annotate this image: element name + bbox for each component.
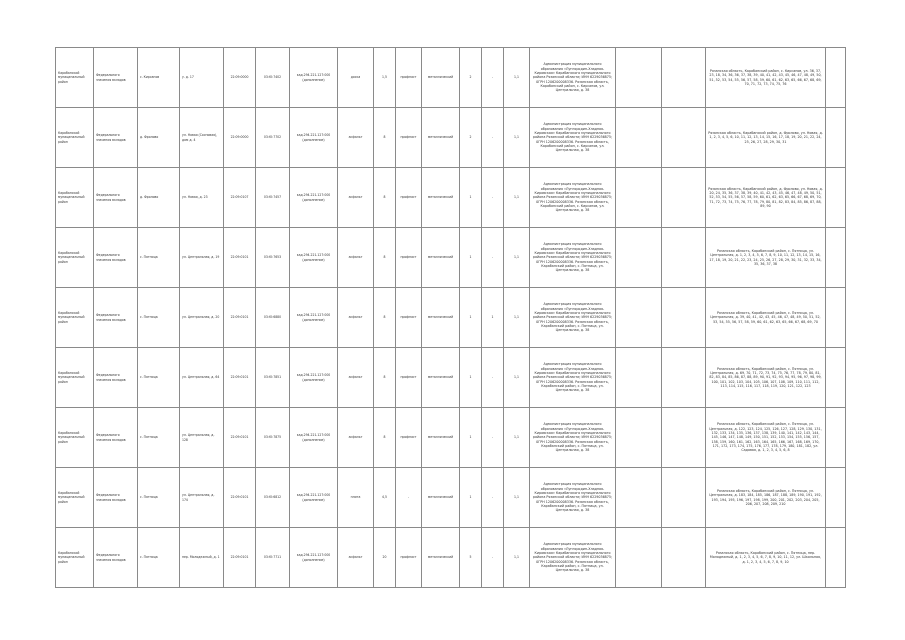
settlement-cell: с. Пятница	[138, 468, 180, 528]
volume-cell: 1,1	[504, 468, 530, 528]
owner-cell: Администрация муниципального образования «Лунгородин-Хладная-Кировская» Карабанского муниципального района Рязанской области; ИНН 6229036875; 0ГРН 1206200008336. Рязанская область, Карабанский район, с. Кирсанов, ул. Центральная, д. 38	[530, 168, 616, 228]
lat-cell: 22:09:0000	[224, 48, 256, 108]
owner-cell: Администрация муниципального образования «Лунгородин-Хладная-Кировская» Карабанского муниципального района Рязанской области; ИНН 6229036875; 0ГРН 1206200008336. Рязанская область, Карабанский район, с. Пятница, ул. Центральная, д. 38	[530, 528, 616, 588]
table-row	[56, 468, 846, 528]
owner-cell: Администрация муниципального образования «Лунгородин-Хладная-Кировская» Карабанского муниципального района Рязанской области; ИНН 6229036875; 0ГРН 1206200008336. Рязанская область, Карабанский район, с. Пятница, ул. Центральная, д. 38	[530, 228, 616, 288]
area-cell: 1,5	[374, 48, 396, 108]
reserve-cell: -	[482, 168, 504, 228]
extra-1-cell	[616, 468, 662, 528]
lon-cell: 03:Ю:7851	[256, 348, 290, 408]
settlement-cell: с. Пятница	[138, 348, 180, 408]
lat-cell: 22:09:0101	[224, 408, 256, 468]
extra-2-cell	[662, 48, 706, 108]
municipality-cell: Карабанский муниципальный район	[56, 348, 94, 408]
address-cell: ул. Центральная, д. 174	[180, 468, 224, 528]
address-cell: ул. Центральная, д. 128	[180, 408, 224, 468]
reserve-cell: -	[482, 48, 504, 108]
municipality-cell: Карабанский муниципальный район	[56, 408, 94, 468]
containers-cell: 1	[460, 408, 482, 468]
municipality-cell: Карабанский муниципальный район	[56, 468, 94, 528]
registry-number-cell: кад.294.221.127:000 (дополнение)	[290, 108, 338, 168]
lon-cell: 03:Ю:7875	[256, 408, 290, 468]
category-cell: Федерального значения вкладов	[94, 48, 138, 108]
served-addresses-cell: Рязанская область, Карабанский район, д. Фролово, ул. Новая, д. 1, 2, 3, 4, 5, 6, 10, 11, 12, 13, 14, 15, 16, 17, 18, 19, 20, 21, 22, 24, 25, 26, 27, 28, 29, 30, 31	[706, 108, 826, 168]
containers-cell: 1	[460, 468, 482, 528]
address-cell: пер. Молодежный, д. 1	[180, 528, 224, 588]
category-cell: Федерального значения вкладов	[94, 168, 138, 228]
extra-1-cell	[616, 288, 662, 348]
fence-cell: профнаст	[396, 348, 422, 408]
municipality-cell: Карабанский муниципальный район	[56, 228, 94, 288]
material-cell: металлический	[422, 468, 460, 528]
table-row	[56, 288, 846, 348]
municipality-cell: Карабанский муниципальный район	[56, 48, 94, 108]
category-cell: Федерального значения вкладов	[94, 348, 138, 408]
table-row	[56, 48, 846, 108]
area-cell: 8	[374, 288, 396, 348]
lat-cell: 22:09:0101	[224, 288, 256, 348]
category-cell: Федерального значения вкладов	[94, 228, 138, 288]
table-row	[56, 408, 846, 468]
material-cell: металлический	[422, 168, 460, 228]
registry-number-cell: кад.294.221.127:000 (дополнение)	[290, 168, 338, 228]
municipality-cell: Карабанский муниципальный район	[56, 528, 94, 588]
area-cell: 8	[374, 228, 396, 288]
category-cell: Федерального значения вкладов	[94, 288, 138, 348]
fence-cell: профнаст	[396, 528, 422, 588]
surface-cell: доска	[338, 48, 374, 108]
volume-cell: 1,1	[504, 288, 530, 348]
lat-cell: 22:09:0107	[224, 168, 256, 228]
settlement-cell: с. Пятница	[138, 228, 180, 288]
extra-2-cell	[662, 408, 706, 468]
area-cell: 8	[374, 408, 396, 468]
served-addresses-cell: Рязанская область, Карабанский район, с. Пятница, ул. Центральная, д. 1, 2, 3, 4, 5, 6, 7, 8, 9, 10, 11, 12, 13, 14, 15, 16, 17, 18, 19, 20, 21, 22, 23, 24, 25, 26, 27, 28, 29, 30, 31, 32, 33, 34, 35, 36, 37, 38	[706, 228, 826, 288]
owner-cell: Администрация муниципального образования «Лунгородин-Хладная-Кировская» Карабанского муниципального района Рязанской области; ИНН 6229036875; 0ГРН 1206200008336. Рязанская область, Карабанский район, с. Кирсанов, ул. Центральная, д. 38	[530, 48, 616, 108]
surface-cell: асфальт	[338, 408, 374, 468]
containers-cell: 2	[460, 48, 482, 108]
table-row	[56, 348, 846, 408]
surface-cell: асфальт	[338, 288, 374, 348]
extra-1-cell	[616, 108, 662, 168]
container-sites-table	[55, 47, 846, 588]
municipality-cell: Карабанский муниципальный район	[56, 108, 94, 168]
settlement-cell: с. Пятница	[138, 408, 180, 468]
lat-cell: 22:09:0101	[224, 528, 256, 588]
lon-cell: 03:Ю:7702	[256, 108, 290, 168]
material-cell: металлический	[422, 348, 460, 408]
served-addresses-cell: Рязанская область, Карабанский район, с. Кирсанов, ул. 36, 37, 23, 18, 34, 36, 36, 37, 38, 39, 40, 41, 42, 43, 45, 46, 47, 48, 49, 50, 51, 52, 53, 54, 55, 56, 57, 58, 59, 60, 61, 62, 63, 65, 66, 67, 68, 69, 70, 71, 72, 73, 74, 75, 76	[706, 48, 826, 108]
lon-cell: 03:Ю:6812	[256, 468, 290, 528]
reserve-cell: -	[482, 348, 504, 408]
area-cell: 8	[374, 348, 396, 408]
area-cell: 8	[374, 168, 396, 228]
volume-cell: 1,1	[504, 348, 530, 408]
reserve-cell: -	[482, 408, 504, 468]
category-cell: Федерального значения вкладов	[94, 468, 138, 528]
area-cell: 20	[374, 528, 396, 588]
empty-cell	[826, 48, 846, 108]
registry-number-cell: кад.294.221.127:000 (дополнение)	[290, 348, 338, 408]
registry-number-cell: кад.294.221.127:000 (дополнение)	[290, 468, 338, 528]
area-cell: 4,5	[374, 468, 396, 528]
lon-cell: 03:Ю:7402	[256, 48, 290, 108]
extra-1-cell	[616, 168, 662, 228]
fence-cell: профнаст	[396, 108, 422, 168]
extra-2-cell	[662, 228, 706, 288]
volume-cell: 1,1	[504, 528, 530, 588]
empty-cell	[826, 528, 846, 588]
lat-cell: 22:09:0101	[224, 348, 256, 408]
reserve-cell: -	[482, 528, 504, 588]
settlement-cell: д. Фролово	[138, 108, 180, 168]
served-addresses-cell: Рязанская область, Карабанский район, с. Пятница, пер. Молодежный, д. 1, 2, 3, 4, 5, 6, 7, 8, 9, 10, 11, 12, ул. Школьная, д. 1, 2, 3, 4, 5, 6, 7, 8, 9, 10	[706, 528, 826, 588]
surface-cell: асфальт	[338, 528, 374, 588]
fence-cell: профнаст	[396, 288, 422, 348]
fence-cell: профнаст	[396, 408, 422, 468]
municipality-cell: Карабанский муниципальный район	[56, 288, 94, 348]
empty-cell	[826, 468, 846, 528]
lon-cell: 03:Ю:7653	[256, 228, 290, 288]
fence-cell: профнаст	[396, 228, 422, 288]
owner-cell: Администрация муниципального образования «Лунгородин-Хладная-Кировская» Карабанского муниципального района Рязанской области; ИНН 6229036875; 0ГРН 1206200008336. Рязанская область, Карабанский район, с. Пятница, ул. Центральная, д. 38	[530, 288, 616, 348]
containers-cell: 1	[460, 228, 482, 288]
containers-cell: 5	[460, 528, 482, 588]
volume-cell: 1,1	[504, 108, 530, 168]
table-row	[56, 168, 846, 228]
reserve-cell: -	[482, 108, 504, 168]
category-cell: Федерального значения вкладов	[94, 528, 138, 588]
surface-cell: асфальт	[338, 168, 374, 228]
registry-number-cell: кад.294.221.127:000 (дополнение)	[290, 408, 338, 468]
surface-cell: асфальт	[338, 108, 374, 168]
table-body	[56, 48, 846, 588]
table-row	[56, 528, 846, 588]
area-cell: 8	[374, 108, 396, 168]
volume-cell: 1,1	[504, 408, 530, 468]
settlement-cell: с. Пятница	[138, 288, 180, 348]
lon-cell: 03:Ю:7711	[256, 528, 290, 588]
lat-cell: 22:09:0101	[224, 468, 256, 528]
served-addresses-cell: Рязанская область, Карабанский район, д. Фролово, ул. Новая, д. 20, 24, 35, 36, 37, 38, 39, 40, 41, 42, 43, 45, 46, 47, 48, 49, 50, 51, 52, 53, 54, 55, 56, 57, 58, 59, 60, 61, 62, 63, 65, 66, 67, 68, 69, 70, 71, 72, 73, 74, 75, 76, 77, 78, 79, 80, 81, 82, 83, 84, 85, 86, 87, 88, 89, 90	[706, 168, 826, 228]
municipality-cell: Карабанский муниципальный район	[56, 168, 94, 228]
reserve-cell: -	[482, 468, 504, 528]
containers-cell: 1	[460, 168, 482, 228]
material-cell: металлический	[422, 528, 460, 588]
extra-1-cell	[616, 528, 662, 588]
surface-cell: асфальт	[338, 348, 374, 408]
extra-1-cell	[616, 348, 662, 408]
served-addresses-cell: Рязанская область, Карабанский район, с. Пятница, ул. Центральная, д. 39, 40, 41, 42, 43, 45, 46, 47, 48, 49, 50, 51, 52, 53, 54, 55, 56, 57, 58, 59, 60, 61, 62, 63, 65, 66, 67, 68, 69, 70	[706, 288, 826, 348]
extra-2-cell	[662, 108, 706, 168]
table-row	[56, 228, 846, 288]
owner-cell: Администрация муниципального образования «Лунгородин-Хладная-Кировская» Карабанского муниципального района Рязанской области; ИНН 6229036875; 0ГРН 1206200008336. Рязанская область, Карабанский район, с. Кирсанов, ул. Центральная, д. 38	[530, 108, 616, 168]
owner-cell: Администрация муниципального образования «Лунгородин-Хладная-Кировская» Карабанского муниципального района Рязанской области; ИНН 6229036875; 0ГРН 1206200008336. Рязанская область, Карабанский район, с. Пятница, ул. Центральная, д. 38	[530, 348, 616, 408]
address-cell: ул. Центральная, д. 20	[180, 288, 224, 348]
empty-cell	[826, 168, 846, 228]
material-cell: металлический	[422, 288, 460, 348]
empty-cell	[826, 408, 846, 468]
registry-number-cell: кад.294.221.127:000 (дополнение)	[290, 48, 338, 108]
containers-cell: 2	[460, 108, 482, 168]
served-addresses-cell: Рязанская область, Карабанский район, с. Пятница, ул. Центральная, д. 69, 70, 71, 72, 73, 74, 75, 76, 77, 78, 79, 80, 81, 82, 83, 84, 85, 86, 87, 88, 89, 90, 91, 92, 93, 94, 95, 96, 97, 98, 99, 100, 101, 102, 103, 104, 105, 106, 107, 108, 109, 110, 111, 112, 113, 114, 115, 116, 117, 118, 119, 120, 121, 122, 123	[706, 348, 826, 408]
registry-number-cell: кад.294.221.127:000 (дополнение)	[290, 288, 338, 348]
category-cell: Федерального значения вкладов	[94, 108, 138, 168]
owner-cell: Администрация муниципального образования «Лунгородин-Хладная-Кировская» Карабанского муниципального района Рязанской области; ИНН 6229036875; 0ГРН 1206200008336. Рязанская область, Карабанский район, с. Пятница, ул. Центральная, д. 38	[530, 408, 616, 468]
address-cell: у. д. 17	[180, 48, 224, 108]
extra-2-cell	[662, 288, 706, 348]
extra-1-cell	[616, 48, 662, 108]
extra-2-cell	[662, 468, 706, 528]
extra-2-cell	[662, 168, 706, 228]
material-cell: металлический	[422, 408, 460, 468]
address-cell: ул. Центральная, д. 64	[180, 348, 224, 408]
lon-cell: 03:Ю:7457	[256, 168, 290, 228]
category-cell: Федерального значения вкладов	[94, 408, 138, 468]
lat-cell: 22:09:0101	[224, 228, 256, 288]
owner-cell: Администрация муниципального образования «Лунгородин-Хладная-Кировская» Карабанского муниципального района Рязанской области; ИНН 6229036875; 0ГРН 1206200008336. Рязанская область, Карабанский район, с. Пятница, ул. Центральная, д. 38	[530, 468, 616, 528]
extra-2-cell	[662, 348, 706, 408]
extra-1-cell	[616, 228, 662, 288]
containers-cell: 1	[460, 348, 482, 408]
settlement-cell: д. Фролово	[138, 168, 180, 228]
fence-cell: профнаст	[396, 168, 422, 228]
reserve-cell: -	[482, 228, 504, 288]
served-addresses-cell: Рязанская область, Карабанский район, с. Пятница, ул. Центральная, д. 122, 123, 124, 125, 126, 127, 128, 129, 130, 131, 132, 133, 134, 135, 136, 137, 138, 139, 140, 141, 142, 143, 144, 145, 146, 147, 148, 149, 150, 151, 152, 153, 154, 155, 156, 157, 158, 159, 160, 161, 162, 163, 164, 165, 166, 167, 168, 169, 170, 171, 172, 173, 174, 175, 176, 177, 178, 179, 180, 181, 182, ул. Садовая, д. 1, 2, 3, 4, 5, 6, 8	[706, 408, 826, 468]
address-cell: ул. Новая, д. 23	[180, 168, 224, 228]
lat-cell: 22:09:0000	[224, 108, 256, 168]
surface-cell: плита	[338, 468, 374, 528]
fence-cell: профнаст	[396, 48, 422, 108]
fence-cell: -	[396, 468, 422, 528]
served-addresses-cell: Рязанская область, Карабанский район, с. Пятница, ул. Центральная, д. 183, 184, 185, 186, 187, 188, 189, 190, 191, 192, 193, 194, 195, 196, 197, 198, 199, 200, 201, 202, 203, 204, 205, 206, 207, 208, 209, 210	[706, 468, 826, 528]
empty-cell	[826, 348, 846, 408]
empty-cell	[826, 108, 846, 168]
volume-cell: 1,1	[504, 168, 530, 228]
material-cell: металлический	[422, 108, 460, 168]
empty-cell	[826, 288, 846, 348]
registry-number-cell: кад.294.221.127:000 (дополнение)	[290, 528, 338, 588]
volume-cell: 1,1	[504, 228, 530, 288]
settlement-cell: с. Пятница	[138, 528, 180, 588]
lon-cell: 03:Ю:6880	[256, 288, 290, 348]
reserve-cell: 1	[482, 288, 504, 348]
table-row	[56, 108, 846, 168]
material-cell: металлический	[422, 228, 460, 288]
extra-2-cell	[662, 528, 706, 588]
address-cell: ул. Новая (Сосновая), дом д. 4	[180, 108, 224, 168]
surface-cell: асфальт	[338, 228, 374, 288]
register-sheet	[55, 47, 845, 588]
settlement-cell: с. Кирсанов	[138, 48, 180, 108]
material-cell: металлический	[422, 48, 460, 108]
volume-cell: 1,1	[504, 48, 530, 108]
extra-1-cell	[616, 408, 662, 468]
containers-cell: 1	[460, 288, 482, 348]
empty-cell	[826, 228, 846, 288]
registry-number-cell: кад.294.221.127:000 (дополнение)	[290, 228, 338, 288]
address-cell: ул. Центральная, д. 19	[180, 228, 224, 288]
